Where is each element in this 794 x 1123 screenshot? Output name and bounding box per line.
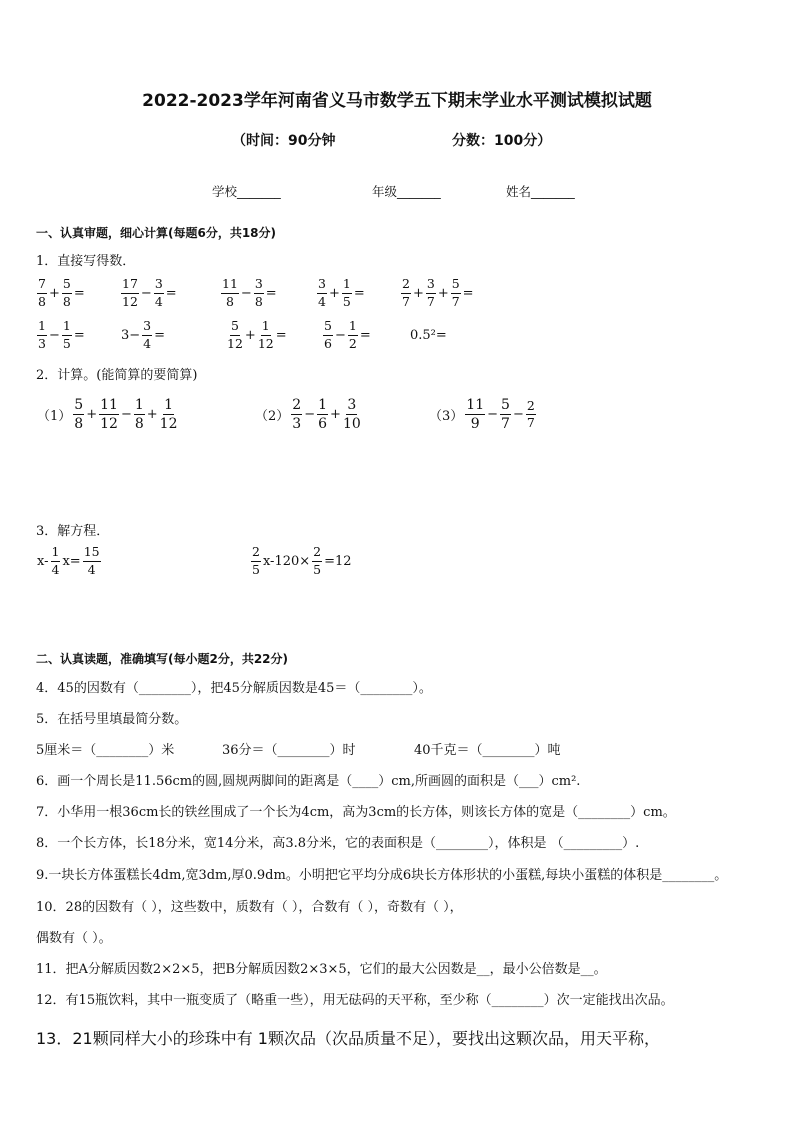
fraction: $\frac{2}{5}$ [252,544,260,577]
fraction: $\frac{5}{7}$ [451,276,460,309]
fraction: $\frac{1}{8}$ [134,397,144,432]
page-title: 2022-2023学年河南省义马市数学五下期末学业水平测试模拟试题 [142,91,652,111]
fraction: $\frac{15}{4}$ [83,544,100,577]
question-5-a: 5厘米＝（________）米 [36,743,175,758]
question-10-cont: 偶数有（ ）。 [36,931,112,946]
name-field[interactable]: 姓名_______ [506,184,575,199]
calc-r2-4: $\frac{5}{6}$ − $\frac{1}{2}$ = [324,318,371,351]
fraction: $\frac{17}{12}$ [122,276,138,309]
calc-r1-4: $\frac{3}{4}$ + $\frac{1}{5}$ = [318,276,365,309]
question-5-c: 40千克＝（________）吨 [414,743,561,758]
question-9: 9.一块长方体蛋糕长4dm,宽3dm,厚0.9dm。小明把它平均分成6块长方体形状的小蛋糕,每块小蛋糕的体积是________。 [36,868,728,883]
calc-q2-2: （2） $\frac{2}{3}$ − $\frac{1}{6}$ + $\frac{3}{10}$ [255,397,361,432]
fraction: $\frac{1}{12}$ [257,318,274,351]
calc-q2-1: （1） $\frac{5}{8}$ + $\frac{11}{12}$ − $\frac{1}{8}$ + $\frac{1}{12}$ [37,397,178,432]
fraction: $\frac{1}{5}$ [342,276,351,309]
fraction: $\frac{3}{4}$ [318,276,326,309]
fraction: $\frac{3}{4}$ [154,276,163,309]
question-1: 1．直接写得数． [36,254,136,269]
fraction: $\frac{11}{12}$ [100,397,118,432]
question-11: 11．把A分解质因数2×2×5，把B分解质因数2×3×5，它们的最大公因数是__，最小公倍数是__。 [36,962,607,977]
fraction: $\frac{1}{12}$ [159,397,178,432]
exam-time: （时间：90分钟 [232,133,336,149]
equation-1: x- $\frac{1}{4}$ x= $\frac{15}{4}$ [37,544,100,577]
calc-q2-3: （3） $\frac{11}{9}$ − $\frac{5}{7}$ − $\frac{2}{7}$ [429,397,535,432]
calc-r2-3: $\frac{5}{12}$ + $\frac{1}{12}$ = [227,318,287,351]
fraction: $\frac{5}{7}$ [501,397,510,432]
question-5: 5．在括号里填最简分数。 [36,712,188,727]
calc-r1-3: $\frac{11}{8}$ − $\frac{3}{8}$ = [222,276,277,309]
question-5-b: 36分＝（________）时 [222,743,356,758]
fraction: $\frac{1}{2}$ [348,318,357,351]
fraction: $\frac{11}{8}$ [222,276,238,309]
fraction: $\frac{7}{8}$ [38,276,46,309]
fraction: $\frac{1}{4}$ [51,544,60,577]
exam-score: 分数：100分） [452,133,552,149]
fraction: $\frac{2}{7}$ [526,397,535,430]
question-12: 12．有15瓶饮料，其中一瓶变质了（略重一些），用无砝码的天平称，至少称（________）次一定能找出次品。 [36,993,674,1008]
fraction: $\frac{1}{3}$ [38,318,46,351]
calc-r1-5: $\frac{2}{7}$ + $\frac{3}{7}$ + $\frac{5}{7}$ = [402,276,474,309]
fraction: $\frac{5}{12}$ [227,318,243,351]
equation-2: $\frac{2}{5}$ x-120× $\frac{2}{5}$ =12 [252,544,352,577]
question-6: 6．画一个周长是11.56cm的圆,圆规两脚间的距离是（____）cm,所画圆的面积是（___）cm². [36,774,581,789]
calc-r1-2: $\frac{17}{12}$ − $\frac{3}{4}$ = [122,276,177,309]
fraction: $\frac{5}{8}$ [74,397,84,432]
school-field[interactable]: 学校_______ [212,184,281,199]
question-3: 3．解方程． [36,524,110,539]
section-1-heading: 一、认真审题，细心计算(每题6分，共18分) [36,226,277,240]
calc-r2-5: 0.5²= [410,328,447,343]
fraction: $\frac{3}{7}$ [426,276,435,309]
calc-r1-1: $\frac{7}{8}$ + $\frac{5}{8}$ = [38,276,85,309]
fraction: $\frac{5}{6}$ [324,318,332,351]
question-2: 2．计算。(能简算的要简算) [36,368,198,383]
question-13: 13．21颗同样大小的珍珠中有 1颗次品（次品质量不足），要找出这颗次品，用天平称， [36,1029,660,1048]
question-10: 10．28的因数有（ ），这些数中，质数有（ ），合数有（ ），奇数有（ ）， [36,900,463,915]
fraction: $\frac{5}{8}$ [62,276,71,309]
fraction: $\frac{3}{4}$ [143,318,152,351]
question-7: 7．小华用一根36cm长的铁丝围成了一个长为4cm，高为3cm的长方体，则该长方体的宽是（________）cm。 [36,805,676,820]
fraction: $\frac{2}{5}$ [313,544,322,577]
question-8: 8．一个长方体，长18分米，宽14分米，高3.8分米，它的表面积是（________），体积是 （_________）. [36,836,640,851]
fraction: $\frac{2}{3}$ [292,397,302,432]
fraction: $\frac{2}{7}$ [402,276,410,309]
fraction: $\frac{3}{10}$ [342,397,361,432]
fraction: $\frac{1}{6}$ [318,397,328,432]
section-2-heading: 二、认真读题，准确填写(每小题2分，共22分) [36,652,289,666]
question-4: 4．45的因数有（________），把45分解质因数是45＝（________）。 [36,681,432,696]
fraction: $\frac{11}{9}$ [466,397,485,432]
fraction: $\frac{3}{8}$ [254,276,263,309]
calc-r2-2: 3− $\frac{3}{4}$ = [121,318,166,351]
calc-r2-1: $\frac{1}{3}$ − $\frac{1}{5}$ = [38,318,85,351]
grade-field[interactable]: 年级_______ [372,184,441,199]
fraction: $\frac{1}{5}$ [62,318,71,351]
